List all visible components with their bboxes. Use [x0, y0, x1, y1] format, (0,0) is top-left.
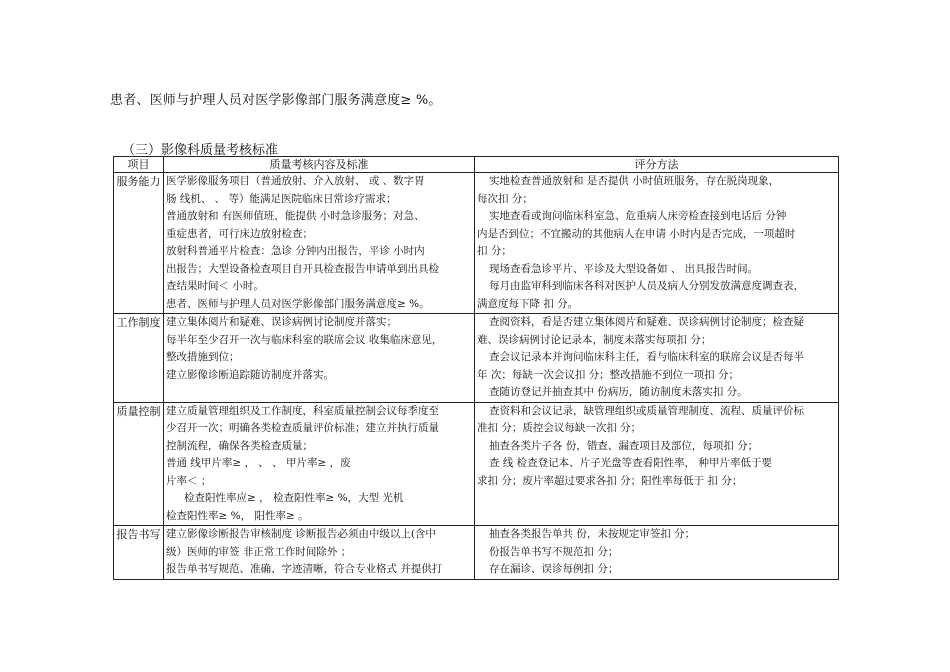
quality-table: [113, 156, 839, 580]
row-method: [475, 173, 839, 314]
content-line: 出报告；大型设备检查项目自开具检查报告申请单到出具检: [166, 262, 439, 275]
content-line: 少召开一次；明确各类检查质量评价标准；建立并执行质量: [166, 422, 439, 434]
method-line: 查随访登记并抽查其中 份病历，随访制度未落实扣 分。: [489, 386, 748, 398]
method-line: 年 次；每缺一次会议扣 分；整改措施不到位一项扣 分；: [477, 368, 740, 381]
row-content: [164, 526, 475, 580]
table-row: [114, 314, 839, 403]
content-line: 患者、医师与护理人员对医学影像部门服务满意度≥ %。: [166, 297, 430, 310]
content-line: 每半年至少召开一次与临床科室的联席会议 收集临床意见，: [166, 333, 443, 346]
content-line: 级）医师的审签 非正常工作时间除外 ；: [166, 545, 352, 558]
method-line: 每月由监审科到临床各科对医护人员及病人分别发放满意度调查表，: [489, 280, 804, 292]
method-line: 查阅资料，看是否建立集体阅片和疑难、误诊病例讨论制度；检查疑: [489, 316, 804, 328]
row-item: 质量控制: [114, 402, 164, 526]
method-line: 实地查看或询问临床科室急、危重病人床旁检查接到电话后 分钟: [489, 210, 787, 222]
table-row: [114, 526, 839, 580]
row-method: [475, 402, 839, 526]
row-item: 报告书写: [114, 526, 164, 580]
content-line: 重症患者，可行床边放射检查；: [166, 227, 313, 240]
method-line: 份报告单书写不规范扣 分；: [489, 545, 619, 558]
content-line: 查结果时间＜ 小时。: [166, 280, 264, 292]
header-item: 项目: [114, 157, 164, 173]
row-content: [164, 402, 475, 526]
content-line: 建立影像诊断报告审核制度 诊断报告必须由中级以上(含中: [166, 528, 436, 540]
content-line: 医学影像服务项目（普通放射、介入放射、 或 、数字胃: [166, 175, 425, 187]
row-method: [475, 314, 839, 403]
table-row: [114, 173, 839, 314]
content-line: 整改措施到位；: [166, 351, 240, 363]
method-line: 存在漏诊、误诊每例扣 分；: [489, 563, 619, 575]
content-line: 普通 线甲片率≥ ， 、 、 甲片率≥ ，废: [166, 457, 351, 469]
table-row: [114, 402, 839, 526]
row-content: [164, 173, 475, 314]
content-line: 建立影像诊断追踪随访制度并落实。: [166, 368, 334, 381]
method-line: 现场查看急诊平片、平诊及大型设备如 、 出具报告时间。: [489, 262, 759, 275]
content-line: 放射科普通平片检查：急诊 分钟内出报告，平诊 小时内: [166, 245, 425, 257]
content-line: 报告单书写规范、准确、字迹清晰，符合专业格式 并提供打: [166, 563, 443, 575]
method-line: 难、误诊病例讨论记录本，制度未落实每项扣 分；: [477, 333, 712, 346]
content-line: 肠 线机、 、 等）能满足医院临床日常诊疗需求；: [166, 192, 397, 205]
content-line: 片率＜ ；: [166, 474, 212, 487]
method-line: 抽查各类报告单共 份，未按规定审签扣 分；: [489, 528, 696, 540]
content-line: 控制流程，确保各类检查质量；: [166, 439, 313, 452]
content-line: 建立集体阅片和疑难、误诊病例讨论制度并落实；: [166, 316, 397, 328]
method-line: 抽查各类片子各 份，错查、漏查项目及部位，每项扣 分；: [489, 439, 759, 452]
method-line: 满意度每下降 扣 分。: [477, 297, 579, 310]
content-line: 建立质量管理组织及工作制度，科室质量控制会议每季度至: [166, 404, 439, 417]
content-line: 检查阳性率≥ %， 阳性率≥ 。: [166, 509, 309, 522]
method-line: 查资料和会议记录，缺管理组织或质量管理制度、流程、质量评价标: [489, 404, 804, 417]
row-method: [475, 526, 839, 580]
row-item: 工作制度: [114, 314, 164, 403]
method-line: 扣 分；: [477, 245, 512, 257]
intro-line: 患者、医师与护理人员对医学影像部门服务满意度≥ %。: [110, 93, 442, 108]
method-line: 实地检查普通放射和 是否提供 小时值班服务，存在脱岗现象，: [489, 175, 780, 187]
row-content: [164, 314, 475, 403]
header-content: 质量考核内容及标准: [164, 157, 475, 173]
section-title: （三）影像科质量考核标准: [122, 143, 279, 158]
content-line: 检查阳性率应≥ ， 检查阳性率≥ %，大型 光机: [184, 492, 404, 504]
table-header-row: [114, 157, 839, 173]
method-line: 求扣 分；废片率超过要求各扣 分；阳性率每低于 扣 分；: [477, 474, 743, 487]
header-method: 评分方法: [475, 157, 839, 173]
row-item: 服务能力: [114, 173, 164, 314]
content-line: 普通放射和 有医师值班，能提供 小时急诊服务；对急、: [166, 210, 425, 222]
method-line: 准扣 分；质控会议每缺一次扣 分；: [477, 422, 642, 434]
method-line: 内是否到位；不宜搬动的其他病人在申请 小时内是否完成，一项超时: [477, 227, 796, 240]
method-line: 查会议记录本并询问临床科主任，看与临床科室的联席会议是否每半: [489, 351, 804, 363]
method-line: 查 线 检查登记本、片子光盘等查看阳性率， 种甲片率低于要: [489, 457, 773, 469]
method-line: 每次扣 分；: [477, 192, 533, 205]
